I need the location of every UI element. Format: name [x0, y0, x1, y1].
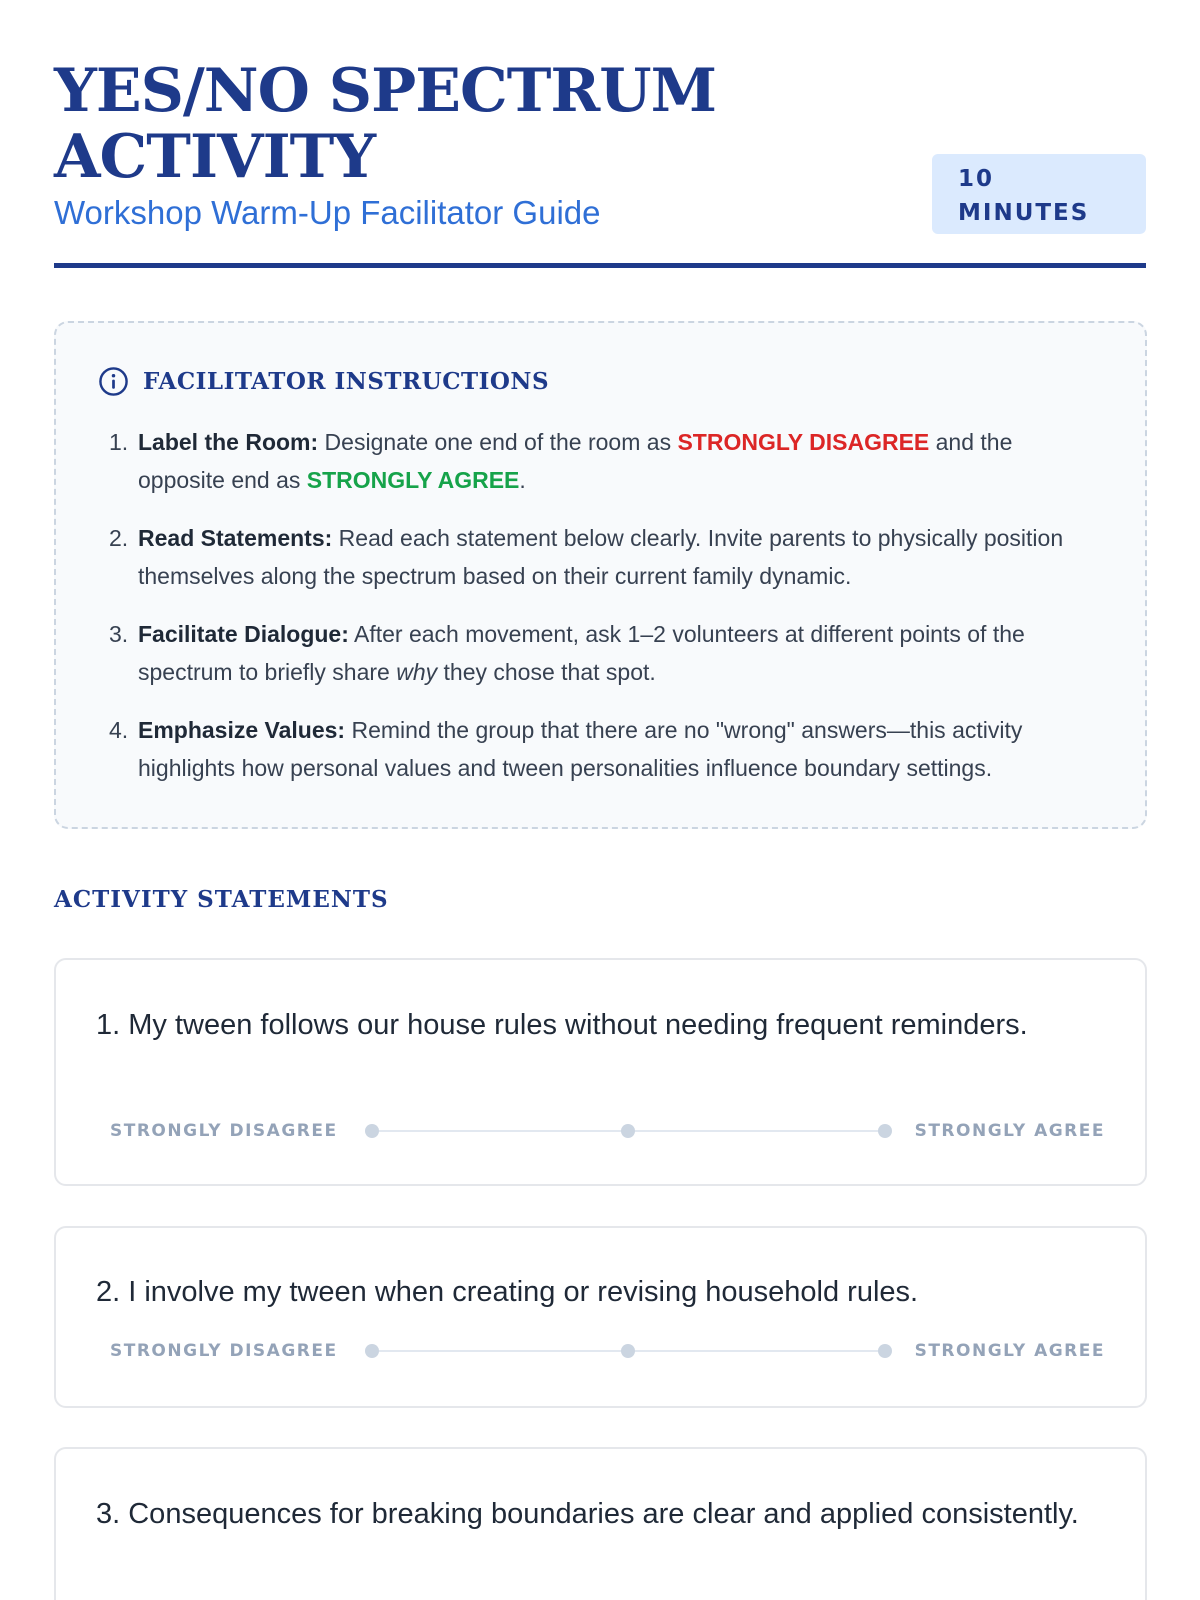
statement-text: 2. I involve my tween when creating or revising household rules. — [96, 1276, 919, 1308]
spectrum-point-neutral — [621, 1124, 635, 1138]
instructions-heading — [98, 361, 1103, 401]
instruction-step-label-room — [98, 423, 1103, 499]
agreement-spectrum — [96, 1340, 1105, 1362]
strongly-agree-label: STRONGLY AGREE — [914, 1121, 1105, 1141]
agreement-spectrum — [96, 1120, 1105, 1142]
step-number: 3. — [109, 621, 129, 647]
activity-statements-heading: ACTIVITY STATEMENTS — [54, 886, 389, 913]
instructions-title: FACILITATOR INSTRUCTIONS — [143, 367, 550, 395]
spectrum-point-agree — [878, 1344, 892, 1358]
instruction-step-emphasize-values — [98, 711, 1103, 787]
statement-text: 1. My tween follows our house rules without needing frequent reminders. — [96, 1009, 1028, 1041]
step-text: they chose that spot. — [437, 659, 656, 685]
page-subtitle: Workshop Warm-Up Facilitator Guide — [54, 194, 601, 231]
step-number: 4. — [109, 717, 129, 743]
spectrum-point-agree — [878, 1124, 892, 1138]
step-label: Read Statements: — [138, 525, 333, 551]
step-text: Designate one end of the room as — [318, 429, 678, 455]
statement-card — [54, 958, 1147, 1186]
instruction-steps — [98, 423, 1103, 787]
step-label: Label the Room: — [138, 429, 319, 455]
strongly-disagree-label: STRONGLY DISAGREE — [110, 1121, 338, 1141]
statement-card — [54, 1447, 1147, 1600]
page-header — [54, 0, 1146, 268]
step-number: 2. — [109, 525, 129, 551]
step-text: After each movement, ask 1–2 volunteers at different points of the spectrum to briefly share — [138, 621, 1025, 685]
step-label: Emphasize Values: — [138, 717, 346, 743]
step-emphasis: why — [396, 659, 438, 685]
strongly-agree-label: STRONGLY AGREE — [914, 1341, 1105, 1361]
statement-text: 3. Consequences for breaking boundaries are clear and applied consistently. — [96, 1498, 1079, 1530]
strongly-agree-highlight: STRONGLY AGREE — [306, 467, 520, 493]
facilitator-instructions-panel — [54, 321, 1147, 829]
instruction-step-read-statements — [98, 519, 1103, 595]
page-title: YES/NO SPECTRUM ACTIVITY — [54, 56, 716, 192]
spectrum-point-disagree — [365, 1124, 379, 1138]
instruction-step-facilitate-dialogue — [98, 615, 1103, 691]
step-number: 1. — [109, 429, 129, 455]
spectrum-point-neutral — [621, 1344, 635, 1358]
step-text: Remind the group that there are no "wrong" answers—this activity highlights how personal values and tween personalities influence boundary settings. — [138, 717, 1023, 781]
statement-card — [54, 1226, 1147, 1408]
strongly-disagree-highlight: STRONGLY DISAGREE — [677, 429, 930, 455]
spectrum-track — [372, 1130, 885, 1132]
step-text: and the opposite end as — [138, 429, 1013, 493]
step-text: Read each statement below clearly. Invite parents to physically position themselves along the spectrum based on their current family dynamic. — [138, 525, 1064, 589]
info-icon — [98, 366, 129, 397]
spectrum-track — [372, 1350, 885, 1352]
duration-badge: 10 MINUTES — [932, 154, 1146, 234]
step-label: Facilitate Dialogue: — [138, 621, 349, 647]
step-text: . — [519, 467, 526, 493]
strongly-disagree-label: STRONGLY DISAGREE — [110, 1341, 338, 1361]
spectrum-point-disagree — [365, 1344, 379, 1358]
